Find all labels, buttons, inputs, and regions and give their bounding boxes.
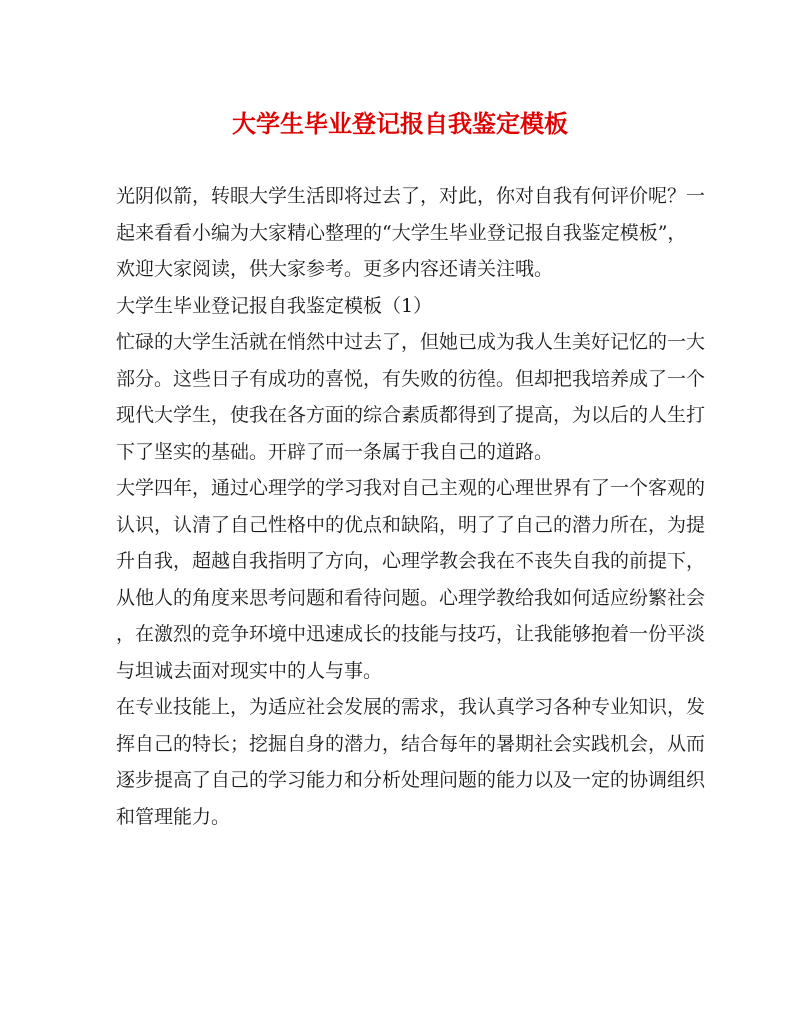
text-line: 在专业技能上，为适应社会发展的需求，我认真学习各种专业知识，发 [116, 696, 706, 718]
text-line: 与坦诚去面对现实中的人与事。 [116, 659, 383, 682]
text-line: 逐步提高了自己的学习能力和分析处理问题的能力以及一定的协调组织 [116, 769, 706, 791]
text-line: 欢迎大家阅读，供大家参考。更多内容还请关注哦。 [116, 258, 554, 280]
text-line: 下了坚实的基础。开辟了而一条属于我自己的道路。 [116, 440, 554, 463]
text-line: 部分。这些日子有成功的喜悦，有失败的彷徨。但却把我培养成了一个 [116, 367, 706, 390]
text-line: 起来看看小编为大家精心整理的“大学生毕业登记报自我鉴定模板”， [116, 221, 687, 244]
document-body [116, 178, 706, 835]
text-line: 从他人的角度来思考问题和看待问题。心理学教给我如何适应纷繁社会 [116, 586, 706, 609]
text-line: 大学四年，通过心理学的学习我对自己主观的心理世界有了一个客观的 [116, 477, 706, 499]
text-line: 现代大学生，使我在各方面的综合素质都得到了提高，为以后的人生打 [116, 404, 706, 426]
text-line: 光阴似箭，转眼大学生活即将过去了，对此，你对自我有何评价呢？一 [116, 185, 706, 207]
text-line: 挥自己的特长；挖掘自身的潜力，结合每年的暑期社会实践机会，从而 [116, 732, 706, 755]
text-line: 和管理能力。 [116, 805, 231, 828]
text-line: 认识，认清了自己性格中的优点和缺陷，明了了自己的潜力所在，为提 [116, 513, 706, 536]
document-title: 大学生毕业登记报自我鉴定模板 [232, 109, 568, 138]
text-line: 升自我，超越自我指明了方向，心理学教会我在不丧失自我的前提下， [116, 550, 706, 572]
text-line: ，在激烈的竞争环境中迅速成长的技能与技巧，让我能够抱着一份平淡 [116, 623, 706, 645]
section-heading: 大学生毕业登记报自我鉴定模板（1） [116, 294, 433, 317]
text-line: 忙碌的大学生活就在悄然中过去了，但她已成为我人生美好记忆的一大 [116, 331, 706, 353]
